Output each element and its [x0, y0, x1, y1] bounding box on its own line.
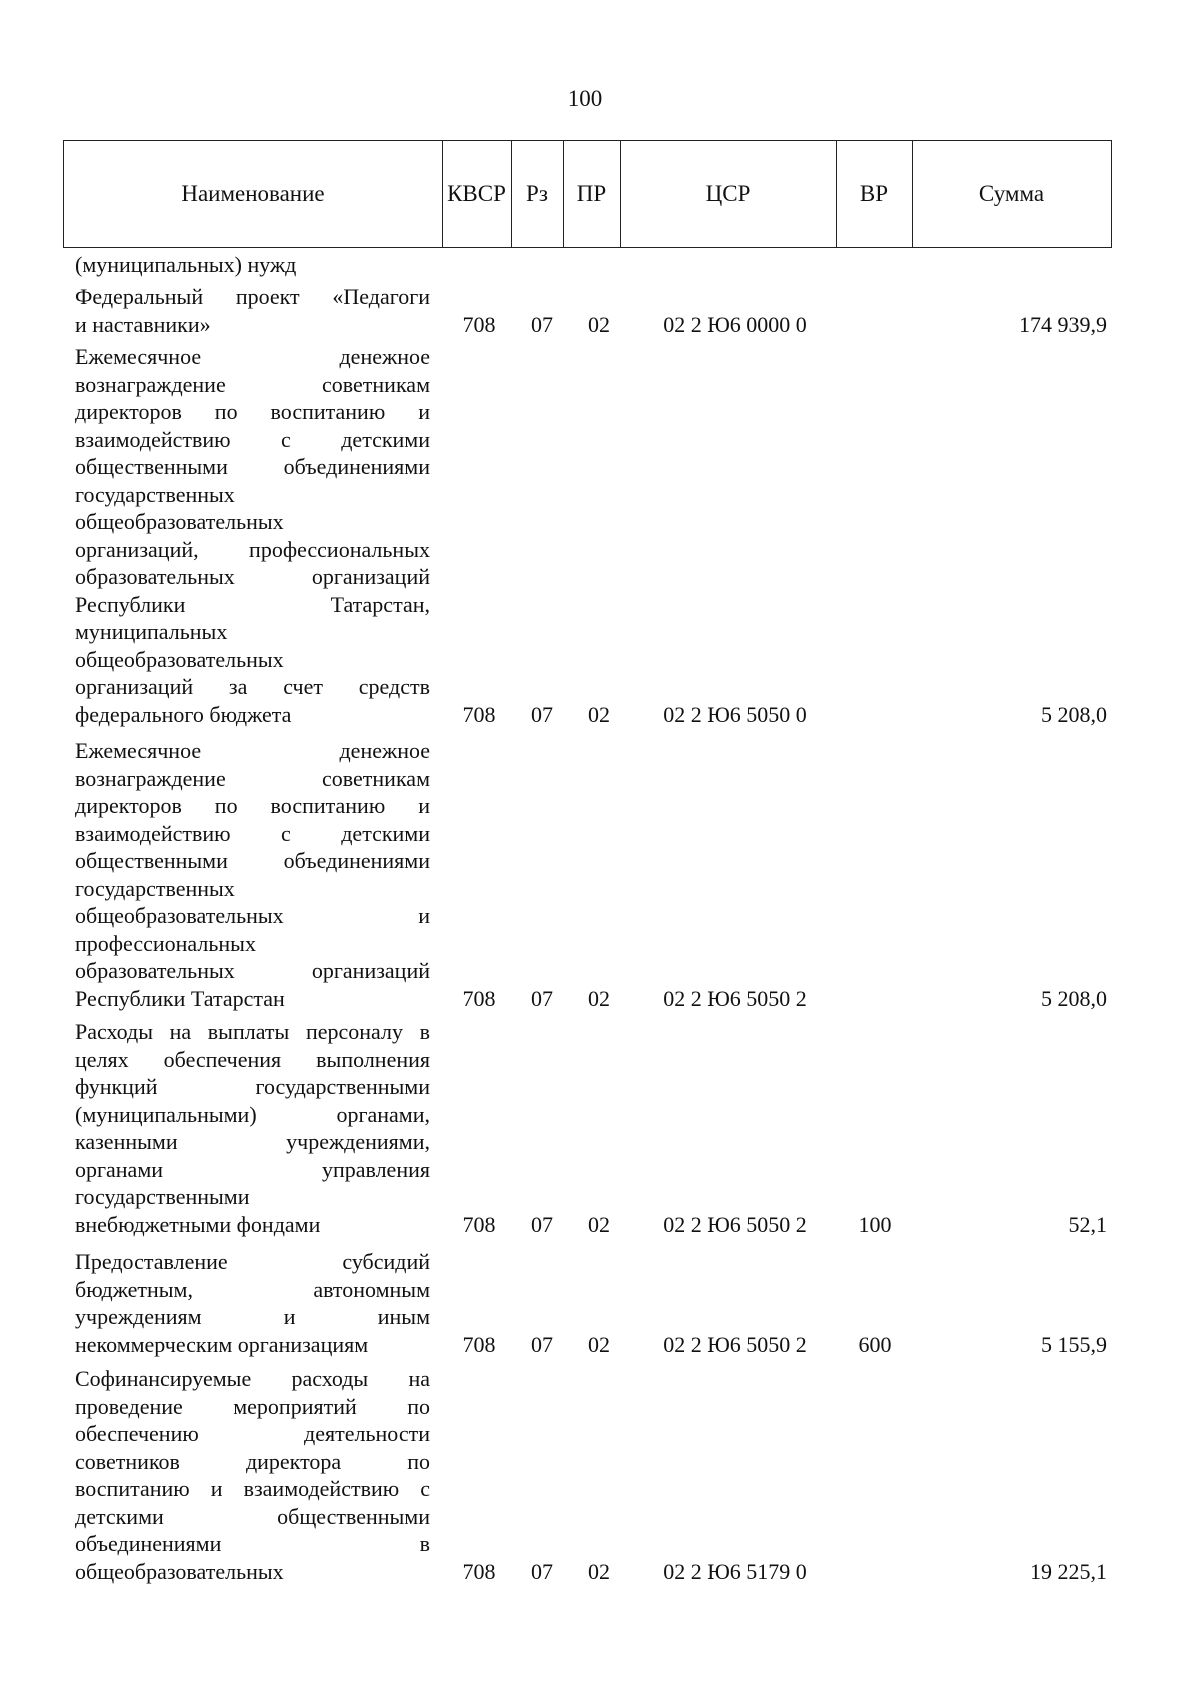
row-name: [75, 251, 430, 279]
row-name-line: Ежемесячное денежное: [75, 738, 430, 763]
row-name-line: Федеральный проект «Педагоги: [75, 284, 430, 309]
row-csr: 02 2 Ю6 5179 0: [663, 1558, 807, 1584]
row-kvsr: 708: [462, 1211, 496, 1237]
row-name-line: вознаграждение советникам: [75, 765, 430, 791]
row-name-line: Ежемесячное денежное: [75, 344, 430, 369]
header-csr: ЦСР: [705, 181, 751, 206]
page-number: 100: [567, 86, 603, 111]
row-name-line: общеобразовательных: [75, 509, 284, 534]
row-name-line: государственных: [75, 481, 235, 507]
row-name-line: внебюджетными фондами: [75, 1211, 321, 1237]
row-vr: 600: [858, 1331, 892, 1357]
row-name-line: некоммерческим организациям: [75, 1331, 369, 1357]
header-pr: ПР: [576, 181, 607, 206]
row-name-line: объединениями в: [75, 1531, 430, 1556]
row-kvsr: 708: [462, 985, 496, 1011]
row-pr: 02: [588, 985, 610, 1011]
row-name-line: государственных: [75, 875, 235, 901]
row-name-line: и наставники»: [75, 311, 211, 337]
header-vr: ВР: [859, 181, 889, 206]
row-name-line: образовательных организаций: [75, 564, 430, 589]
row-rz: 07: [531, 1331, 553, 1357]
row-name-line: взаимодействию с детскими: [75, 426, 430, 452]
row-name-line: общеобразовательных: [75, 646, 284, 672]
row-name-line: образовательных организаций: [75, 958, 430, 983]
row-name-line: организаций за счет средств: [75, 674, 430, 699]
row-kvsr: 708: [462, 701, 496, 727]
row-name-line: профессиональных: [75, 930, 256, 956]
row-rz: 07: [531, 1558, 553, 1584]
row-sum: 174 939,9: [1019, 311, 1107, 337]
row-name-line: общественными объединениями: [75, 454, 430, 479]
row-name-line: федерального бюджета: [75, 701, 292, 727]
row-csr: 02 2 Ю6 5050 2: [663, 985, 807, 1011]
row-name: [75, 343, 430, 728]
header-sum: Сумма: [978, 181, 1045, 206]
row-name-line: Республики Татарстан,: [75, 591, 430, 617]
row-sum: 52,1: [1068, 1211, 1107, 1237]
row-kvsr: 708: [462, 1331, 496, 1357]
row-sum: 5 208,0: [1041, 701, 1107, 727]
row-name-line: муниципальных: [75, 619, 228, 644]
row-name-line: советников директора по: [75, 1448, 430, 1474]
row-name-line: Республики Татарстан: [75, 985, 285, 1011]
row-name-line: общественными объединениями: [75, 848, 430, 873]
row-pr: 02: [588, 1558, 610, 1584]
row-name: [75, 283, 430, 338]
row-pr: 02: [588, 701, 610, 727]
header-name: Наименование: [181, 181, 325, 206]
row-name-line: государственными: [75, 1184, 250, 1209]
row-name-line: вознаграждение советникам: [75, 371, 430, 397]
row-rz: 07: [531, 1211, 553, 1237]
row-name-line: Софинансируемые расходы на: [75, 1366, 430, 1391]
row-name-line: Расходы на выплаты персоналу в: [75, 1019, 430, 1044]
row-name-line: детскими общественными: [75, 1503, 430, 1529]
row-name: [75, 1248, 430, 1358]
row-name-line: проведение мероприятий по: [75, 1393, 430, 1419]
row-name-line: взаимодействию с детскими: [75, 820, 430, 846]
row-kvsr: 708: [462, 1558, 496, 1584]
row-name-line: обеспечению деятельности: [75, 1421, 430, 1446]
row-sum: 5 208,0: [1041, 985, 1107, 1011]
row-name: [75, 737, 430, 1012]
row-rz: 07: [531, 311, 553, 337]
row-name-line: Предоставление субсидий: [75, 1249, 430, 1274]
header-rz: Рз: [526, 181, 548, 206]
row-kvsr: 708: [462, 311, 496, 337]
header-kvsr: КВСР: [447, 181, 506, 206]
row-name-line: (муниципальными) органами,: [75, 1101, 430, 1127]
row-name-line: органами управления: [75, 1156, 430, 1182]
row-csr: 02 2 Ю6 5050 0: [663, 701, 807, 727]
row-name-line: воспитанию и взаимодействию с: [75, 1476, 430, 1501]
row-rz: 07: [531, 985, 553, 1011]
row-name-line: общеобразовательных и: [75, 903, 430, 928]
row-name-line: организаций, профессиональных: [75, 536, 430, 562]
row-name-line: казенными учреждениями,: [75, 1129, 430, 1154]
row-vr: 100: [858, 1211, 892, 1237]
row-csr: 02 2 Ю6 0000 0: [663, 311, 807, 337]
row-name-line: бюджетным, автономным: [75, 1276, 430, 1302]
row-name-line: функций государственными: [75, 1074, 430, 1099]
row-sum: 5 155,9: [1041, 1331, 1107, 1357]
row-name-line: целях обеспечения выполнения: [75, 1046, 430, 1072]
row-name-line: (муниципальных) нужд: [75, 252, 297, 277]
row-csr: 02 2 Ю6 5050 2: [663, 1331, 807, 1357]
row-csr: 02 2 Ю6 5050 2: [663, 1211, 807, 1237]
row-name-line: директоров по воспитанию и: [75, 399, 430, 424]
row-name-line: директоров по воспитанию и: [75, 793, 430, 818]
row-name: [75, 1018, 430, 1238]
row-name: [75, 1365, 430, 1585]
row-sum: 19 225,1: [1030, 1558, 1107, 1584]
row-rz: 07: [531, 701, 553, 727]
row-name-line: учреждениям и иным: [75, 1304, 430, 1329]
row-name-line: общеобразовательных: [75, 1558, 284, 1584]
row-pr: 02: [588, 1331, 610, 1357]
row-pr: 02: [588, 1211, 610, 1237]
row-pr: 02: [588, 311, 610, 337]
